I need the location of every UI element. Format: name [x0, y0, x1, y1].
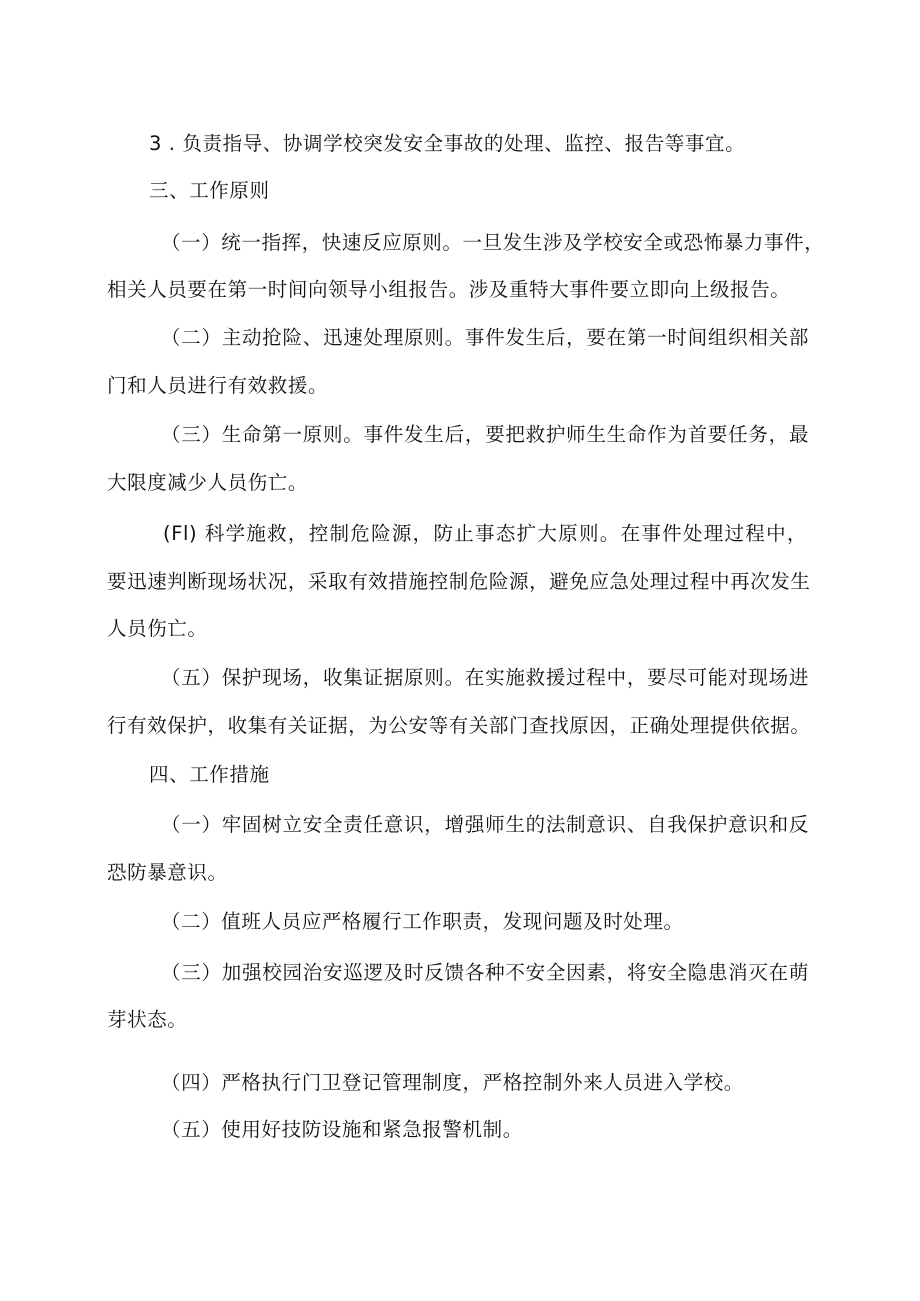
paragraph-line: (Fl) 科学施救，控制危险源，防止事态扩大原则。在事件处理过程中，	[163, 522, 807, 545]
section-heading: 四、工作措施	[149, 763, 270, 786]
paragraph-line: 3 . 负责指导、协调学校突发安全事故的处理、监控、报告等事宜。	[149, 132, 746, 155]
paragraph-line: 大限度减少人员伤亡。	[107, 471, 309, 494]
paragraph-line: （三）加强校园治安巡逻及时反馈各种不安全因素，将安全隐患消灭在萌	[161, 961, 809, 984]
paragraph-line: 芽状态。	[107, 1008, 188, 1031]
paragraph-line: （二）主动抢险、迅速处理原则。事件发生后，要在第一时间组织相关部	[161, 326, 809, 349]
paragraph-line: 门和人员进行有效救援。	[107, 374, 329, 397]
paragraph-line: （一）牢固树立安全责任意识，增强师生的法制意识、自我保护意识和反	[161, 813, 809, 836]
paragraph-line: （二）值班人员应严格履行工作职责，发现问题及时处理。	[161, 910, 684, 933]
paragraph-line: 人员伤亡。	[107, 617, 208, 640]
section-heading: 三、工作原则	[149, 179, 270, 202]
paragraph-line: 要迅速判断现场状况，采取有效措施控制危险源，避免应急处理过程中再次发生	[107, 570, 811, 593]
paragraph-line: 行有效保护，收集有关证据，为公安等有关部门查找原因，正确处理提供依据。	[107, 714, 811, 737]
paragraph-line: （一）统一指挥，快速反应原则。一旦发生涉及学校安全或恐怖暴力事件，	[161, 231, 825, 254]
paragraph-line: （三）生命第一原则。事件发生后，要把救护师生生命作为首要任务，最	[161, 423, 809, 446]
paragraph-line: （五）使用好技防设施和紧急报警机制。	[161, 1118, 523, 1141]
paragraph-line: （四）严格执行门卫登记管理制度，严格控制外来人员进入学校。	[161, 1071, 744, 1094]
paragraph-line: 恐防暴意识。	[107, 861, 228, 884]
paragraph-line: 相关人员要在第一时间向领导小组报告。涉及重特大事件要立即向上级报告。	[107, 278, 791, 301]
paragraph-line: （五）保护现场，收集证据原则。在实施救援过程中，要尽可能对现场进	[161, 666, 809, 689]
